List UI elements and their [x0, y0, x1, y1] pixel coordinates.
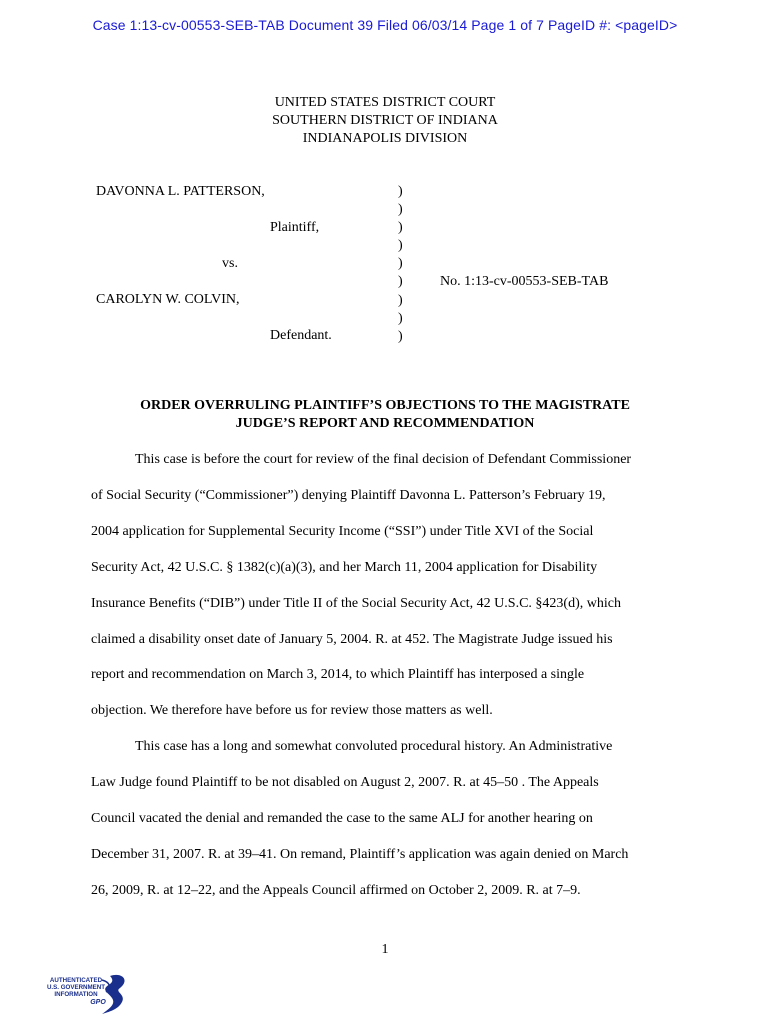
logo-text-line: INFORMATION	[54, 991, 98, 998]
caption-paren: )	[398, 310, 403, 326]
case-header-stamp: Case 1:13-cv-00553-SEB-TAB Document 39 Filed 06/03/14 Page 1 of 7 PageID #: <pageID>	[92, 17, 678, 33]
paragraph-line: Insurance Benefits (“DIB”) under Title II of the Social Security Act, 42 U.S.C. §423(d), which	[91, 595, 621, 611]
order-title-line: ORDER OVERRULING PLAINTIFF’S OBJECTIONS TO THE MAGISTRATE	[140, 398, 630, 413]
plaintiff-name: DAVONNA L. PATTERSON,	[96, 184, 265, 199]
paragraph-line: 2004 application for Supplemental Security Income (“SSI”) under Title XVI of the Social	[91, 523, 594, 539]
logo-text-line: U.S. GOVERNMENT	[46, 984, 106, 991]
paragraph-line: objection. We therefore have before us for review those matters as well.	[91, 703, 493, 719]
versus-label: vs.	[222, 256, 238, 271]
body-paragraph-1	[91, 442, 681, 729]
caption-paren: )	[398, 256, 403, 272]
paragraph-line: claimed a disability onset date of January 5, 2004. R. at 452. The Magistrate Judge issued his	[91, 631, 613, 647]
plaintiff-role: Plaintiff,	[270, 220, 320, 235]
logo-text-line: AUTHENTICATED	[49, 977, 103, 984]
paragraph-line: of Social Security (“Commissioner”) denying Plaintiff Davonna L. Patterson’s February 19,	[91, 487, 606, 503]
body-paragraph-2	[91, 729, 681, 909]
caption-paren: )	[398, 184, 403, 199]
caption-paren: )	[398, 274, 403, 290]
division-line: INDIANAPOLIS DIVISION	[302, 131, 468, 147]
caption-paren: )	[398, 238, 403, 254]
paragraph-line: This case has a long and somewhat convoluted procedural history. An Administrative	[135, 739, 613, 754]
caption-paren: )	[398, 202, 403, 218]
court-name-line: UNITED STATES DISTRICT COURT	[274, 95, 496, 110]
order-title	[0, 397, 770, 433]
district-line: SOUTHERN DISTRICT OF INDIANA	[272, 113, 498, 129]
caption-paren: )	[398, 292, 403, 308]
paragraph-line: December 31, 2007. R. at 39–41. On remand, Plaintiff’s application was again denied on March	[91, 846, 629, 862]
gpo-authentication-logo	[40, 970, 130, 1016]
order-title-line: JUDGE’S REPORT AND RECOMMENDATION	[235, 416, 535, 431]
paragraph-line: Council vacated the denial and remanded the case to the same ALJ for another hearing on	[91, 810, 593, 826]
paragraph-line: This case is before the court for review of the final decision of Defendant Commissioner	[135, 452, 632, 467]
defendant-name: CAROLYN W. COLVIN,	[96, 292, 240, 307]
paragraph-line: 26, 2009, R. at 12–22, and the Appeals Council affirmed on October 2, 2009. R. at 7–9.	[91, 882, 581, 898]
court-heading	[0, 94, 770, 149]
paragraph-line: Law Judge found Plaintiff to be not disabled on August 2, 2007. R. at 45–50 . The Appeals	[91, 774, 599, 790]
caption-parentheses	[398, 183, 408, 346]
logo-text-line: GPO	[90, 999, 106, 1006]
page-number: 1	[381, 942, 389, 957]
caption-paren: )	[398, 328, 403, 344]
defendant-role: Defendant.	[270, 328, 332, 343]
paragraph-line: Security Act, 42 U.S.C. § 1382(c)(a)(3), and her March 11, 2004 application for Disability	[91, 559, 598, 575]
case-number: No. 1:13-cv-00553-SEB-TAB	[440, 274, 609, 289]
caption-paren: )	[398, 220, 403, 236]
paragraph-line: report and recommendation on March 3, 2014, to which Plaintiff has interposed a single	[91, 667, 585, 683]
